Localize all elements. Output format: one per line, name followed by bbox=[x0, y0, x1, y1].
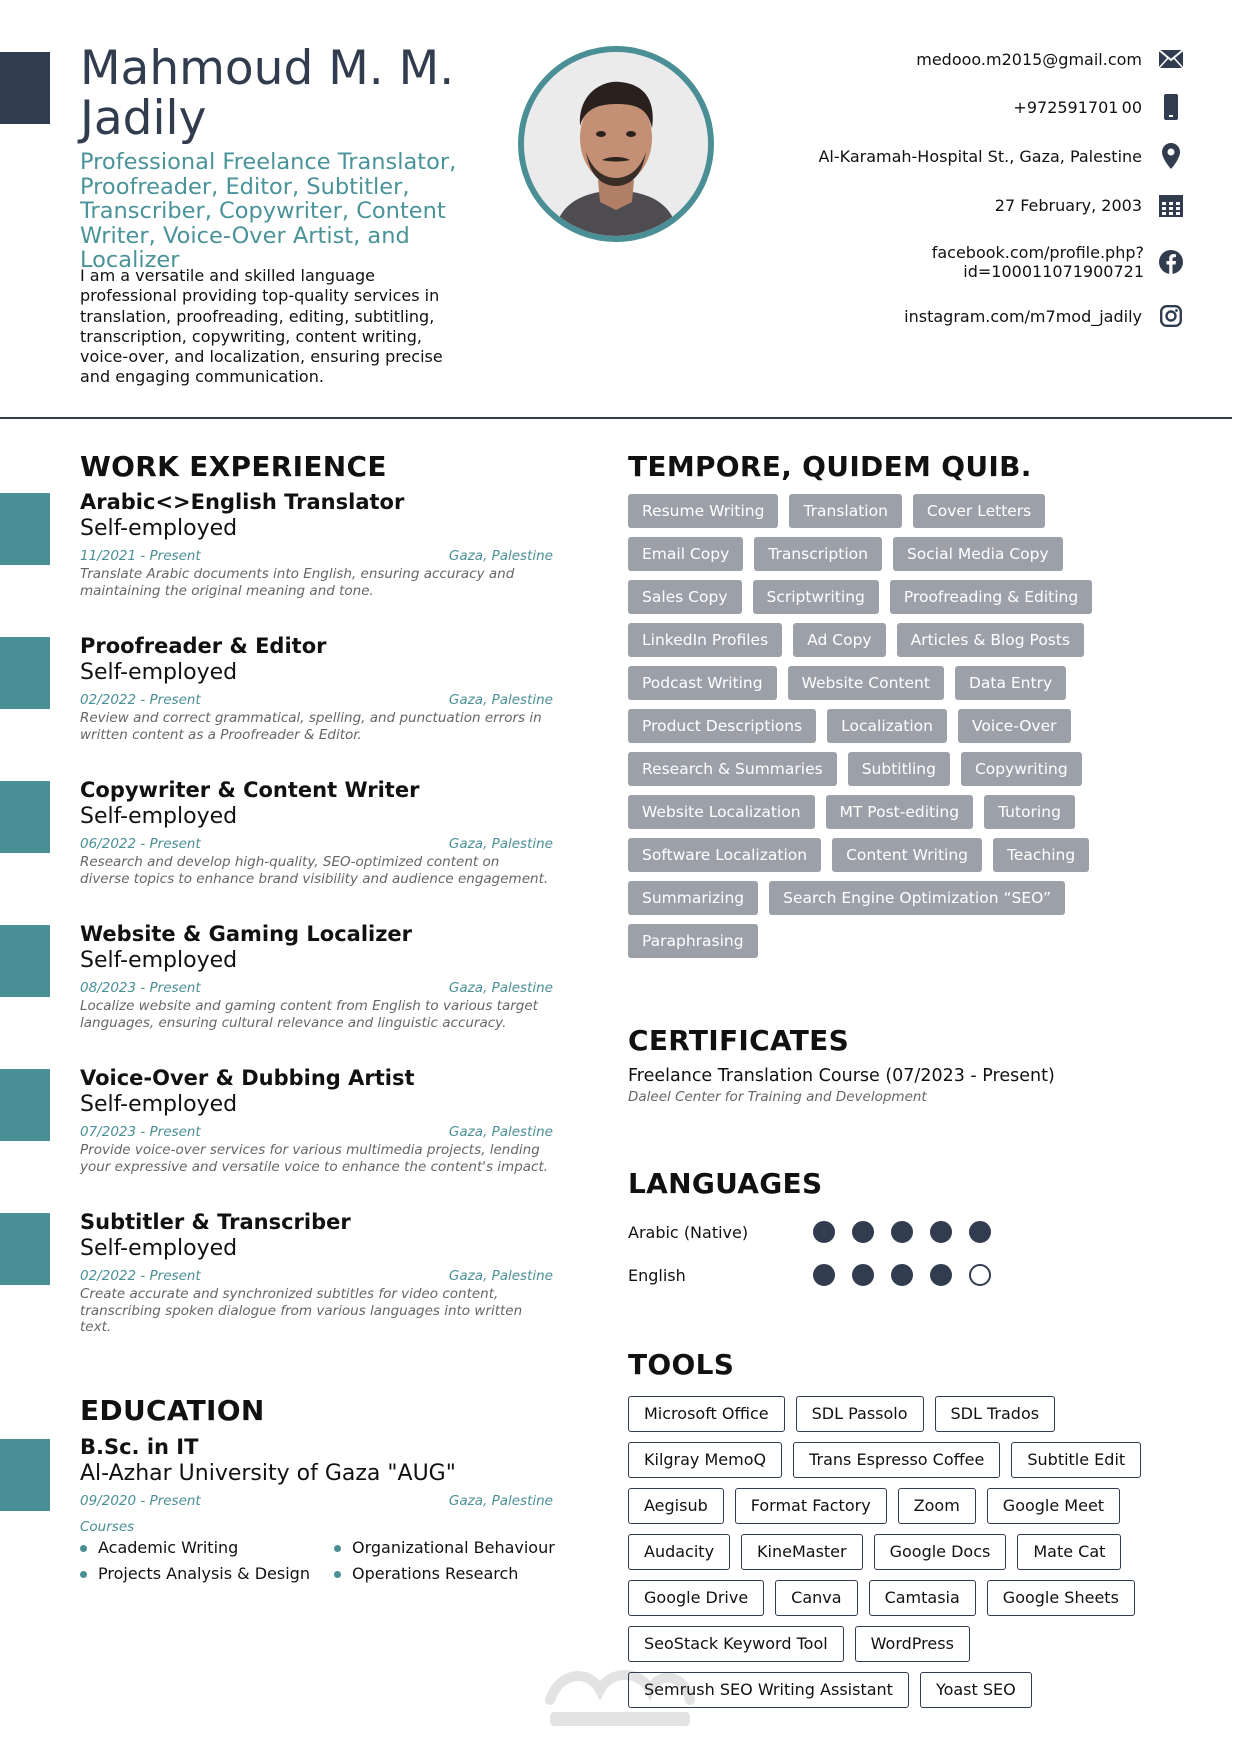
tool-tag: Google Meet bbox=[987, 1488, 1120, 1524]
skill-tag: Transcription bbox=[754, 537, 882, 571]
bullet-icon bbox=[334, 1545, 341, 1552]
filled-dot-icon bbox=[813, 1264, 835, 1286]
tool-tag: Kilgray MemoQ bbox=[628, 1442, 782, 1478]
education-location: Gaza, Palestine bbox=[448, 1493, 553, 1509]
skill-tag: Resume Writing bbox=[628, 494, 778, 528]
job-description: Localize website and gaming content from English to various target languages, ensuring cultural relevance and linguistic accuracy. bbox=[80, 998, 538, 1031]
skill-tag: Email Copy bbox=[628, 537, 743, 571]
instagram-icon bbox=[1158, 303, 1184, 329]
certificates-heading: CERTIFICATES bbox=[628, 1024, 850, 1057]
language-row bbox=[628, 1264, 1008, 1286]
tool-tag: KineMaster bbox=[741, 1534, 863, 1570]
candidate-name: Mahmoud M. M. Jadily bbox=[80, 41, 455, 146]
empty-dot-icon bbox=[969, 1264, 991, 1286]
skill-tag: Sales Copy bbox=[628, 580, 742, 614]
job-company: Self-employed bbox=[80, 1092, 238, 1117]
skill-tag: Cover Letters bbox=[913, 494, 1045, 528]
course-item: Organizational Behaviour bbox=[334, 1538, 560, 1558]
job-company: Self-employed bbox=[80, 804, 238, 829]
job-description: Provide voice-over services for various multimedia projects, lending your expressive and versatile voice to enhance the content's impact. bbox=[80, 1142, 549, 1175]
job-date: 02/2022 - Present bbox=[80, 692, 201, 708]
contact-email[interactable]: medooo.m2015@gmail.com bbox=[916, 46, 1184, 72]
tool-tag: Microsoft Office bbox=[628, 1396, 785, 1432]
skill-tag: Ad Copy bbox=[793, 623, 885, 657]
skill-tag: Tutoring bbox=[984, 795, 1075, 829]
education-date: 09/2020 - Present bbox=[80, 1493, 201, 1509]
skill-tag: Proofreading & Editing bbox=[890, 580, 1092, 614]
tool-tag: Mate Cat bbox=[1017, 1534, 1121, 1570]
job-entry bbox=[80, 921, 553, 1031]
skill-tag: Podcast Writing bbox=[628, 666, 777, 700]
job-accent-bar bbox=[0, 1213, 50, 1285]
tool-tag: Google Sheets bbox=[987, 1580, 1135, 1616]
skill-tag: Copywriting bbox=[961, 752, 1082, 786]
filled-dot-icon bbox=[891, 1221, 913, 1243]
tool-tag: Zoom bbox=[898, 1488, 976, 1524]
skill-tag: Subtitling bbox=[848, 752, 950, 786]
education-heading: EDUCATION bbox=[80, 1394, 265, 1427]
filled-dot-icon bbox=[852, 1264, 874, 1286]
watermark-logo bbox=[540, 1640, 700, 1740]
certificate-name: Freelance Translation Course (07/2023 - Present) bbox=[628, 1066, 1055, 1086]
skill-tag: Search Engine Optimization “SEO” bbox=[769, 881, 1065, 915]
filled-dot-icon bbox=[930, 1221, 952, 1243]
language-level bbox=[813, 1221, 1008, 1243]
job-location: Gaza, Palestine bbox=[448, 548, 553, 564]
header-accent-bar bbox=[0, 52, 50, 124]
skill-tag: Website Localization bbox=[628, 795, 815, 829]
avatar bbox=[524, 52, 708, 236]
job-date: 07/2023 - Present bbox=[80, 1124, 201, 1140]
language-name: Arabic (Native) bbox=[628, 1222, 749, 1242]
education-accent-bar bbox=[0, 1439, 50, 1511]
job-description: Translate Arabic documents into English, ensuring accuracy and maintaining the original meaning and tone. bbox=[80, 566, 515, 599]
course-list bbox=[80, 1538, 560, 1584]
contact-birthday: 27 February, 2003 bbox=[995, 192, 1184, 218]
skill-tag: Summarizing bbox=[628, 881, 758, 915]
skill-tag: Voice-Over bbox=[958, 709, 1071, 743]
filled-dot-icon bbox=[969, 1221, 991, 1243]
courses-label: Courses bbox=[80, 1519, 135, 1535]
tool-tag: Canva bbox=[775, 1580, 857, 1616]
language-level bbox=[813, 1264, 1008, 1286]
job-entry bbox=[80, 777, 553, 887]
job-accent-bar bbox=[0, 1069, 50, 1141]
job-accent-bar bbox=[0, 781, 50, 853]
skill-tag: Articles & Blog Posts bbox=[897, 623, 1084, 657]
tool-tag: Trans Espresso Coffee bbox=[793, 1442, 1000, 1478]
skill-tag: MT Post-editing bbox=[826, 795, 974, 829]
language-row bbox=[628, 1221, 1008, 1243]
certificate-issuer: Daleel Center for Training and Development bbox=[628, 1089, 927, 1105]
tool-tags bbox=[628, 1396, 1148, 1718]
skill-tag: Translation bbox=[789, 494, 901, 528]
skill-tag: Content Writing bbox=[832, 838, 982, 872]
skills-heading: TEMPORE, QUIDEM QUIB. bbox=[628, 450, 1032, 483]
facebook-icon bbox=[1158, 249, 1184, 275]
job-date: 11/2021 - Present bbox=[80, 548, 201, 564]
job-description: Review and correct grammatical, spelling, and punctuation errors in written content as a Proofreader & Editor. bbox=[80, 710, 542, 743]
contact-phone[interactable]: +972591701 00 bbox=[1013, 94, 1184, 120]
location-icon bbox=[1158, 143, 1184, 169]
job-title: Proofreader & Editor bbox=[80, 634, 327, 658]
tool-tag: SDL Passolo bbox=[796, 1396, 924, 1432]
job-location: Gaza, Palestine bbox=[448, 1268, 553, 1284]
header-divider bbox=[0, 417, 1232, 419]
job-description: Create accurate and synchronized subtitles for video content, transcribing spoken dialogue from various languages into written text. bbox=[80, 1286, 523, 1335]
tool-tag: Camtasia bbox=[869, 1580, 976, 1616]
tool-tag: Google Docs bbox=[874, 1534, 1007, 1570]
job-title: Arabic<>English Translator bbox=[80, 490, 405, 514]
job-title: Subtitler & Transcriber bbox=[80, 1210, 351, 1234]
tool-tag: Subtitle Edit bbox=[1011, 1442, 1141, 1478]
job-title: Website & Gaming Localizer bbox=[80, 922, 413, 946]
job-date: 06/2022 - Present bbox=[80, 836, 201, 852]
skill-tag: Data Entry bbox=[955, 666, 1066, 700]
job-location: Gaza, Palestine bbox=[448, 980, 553, 996]
email-icon bbox=[1158, 46, 1184, 72]
tool-tag: WordPress bbox=[855, 1626, 970, 1662]
degree: B.Sc. in IT bbox=[80, 1435, 199, 1459]
job-description: Research and develop high-quality, SEO-optimized content on diverse topics to enhance brand visibility and audience engagement. bbox=[80, 854, 549, 887]
skill-tag: Scriptwriting bbox=[753, 580, 879, 614]
calendar-icon bbox=[1158, 192, 1184, 218]
job-entry bbox=[80, 633, 553, 743]
job-location: Gaza, Palestine bbox=[448, 836, 553, 852]
job-entry bbox=[80, 1209, 553, 1336]
contact-facebook[interactable]: facebook.com/profile.php? id=100011071900721 bbox=[932, 243, 1184, 281]
tools-heading: TOOLS bbox=[628, 1348, 735, 1381]
skill-tag: Research & Summaries bbox=[628, 752, 837, 786]
skill-tag: Localization bbox=[827, 709, 947, 743]
phone-icon bbox=[1158, 94, 1184, 120]
bullet-icon bbox=[80, 1571, 87, 1578]
job-title: Voice-Over & Dubbing Artist bbox=[80, 1066, 415, 1090]
tool-tag: Google Drive bbox=[628, 1580, 764, 1616]
skill-tag: Product Descriptions bbox=[628, 709, 816, 743]
job-date: 08/2023 - Present bbox=[80, 980, 201, 996]
course-item: Academic Writing bbox=[80, 1538, 334, 1558]
tool-tag: SDL Trados bbox=[935, 1396, 1056, 1432]
tool-tag: Yoast SEO bbox=[920, 1672, 1032, 1708]
filled-dot-icon bbox=[930, 1264, 952, 1286]
job-company: Self-employed bbox=[80, 660, 238, 685]
skill-tag: Teaching bbox=[993, 838, 1089, 872]
bullet-icon bbox=[80, 1545, 87, 1552]
contact-instagram[interactable]: instagram.com/m7mod_jadily bbox=[904, 303, 1184, 329]
professional-title: Professional Freelance Translator, Proofreader, Editor, Subtitler, Transcriber, Copywriter, Content Writer, Voice-Over Artist, and Localizer bbox=[80, 149, 457, 273]
profile-photo bbox=[518, 46, 714, 242]
skill-tag: Paraphrasing bbox=[628, 924, 758, 958]
skill-tag: Website Content bbox=[788, 666, 944, 700]
filled-dot-icon bbox=[813, 1221, 835, 1243]
job-title: Copywriter & Content Writer bbox=[80, 778, 420, 802]
job-accent-bar bbox=[0, 637, 50, 709]
profile-summary: I am a versatile and skilled language professional providing top-quality services in translation, proofreading, editing, subtitling, transcription, copywriting, content writing, voice-over, and localization, ensuring precise and engaging communication. bbox=[80, 266, 443, 387]
tool-tag: Semrush SEO Writing Assistant bbox=[628, 1672, 909, 1708]
language-name: English bbox=[628, 1265, 686, 1285]
job-entry bbox=[80, 489, 553, 599]
contact-address: Al-Karamah-Hospital St., Gaza, Palestine bbox=[818, 143, 1184, 169]
bullet-icon bbox=[334, 1571, 341, 1578]
job-accent-bar bbox=[0, 925, 50, 997]
job-date: 02/2022 - Present bbox=[80, 1268, 201, 1284]
job-company: Self-employed bbox=[80, 948, 238, 973]
tool-tag: Audacity bbox=[628, 1534, 730, 1570]
course-item: Operations Research bbox=[334, 1564, 560, 1584]
skill-tags bbox=[628, 494, 1118, 967]
job-company: Self-employed bbox=[80, 1236, 238, 1261]
school: Al-Azhar University of Gaza "AUG" bbox=[80, 1461, 456, 1486]
job-company: Self-employed bbox=[80, 516, 238, 541]
tool-tag: SeoStack Keyword Tool bbox=[628, 1626, 844, 1662]
education-entry bbox=[80, 1434, 553, 1510]
skill-tag: Social Media Copy bbox=[893, 537, 1063, 571]
course-item: Projects Analysis & Design bbox=[80, 1564, 334, 1584]
filled-dot-icon bbox=[891, 1264, 913, 1286]
filled-dot-icon bbox=[852, 1221, 874, 1243]
skill-tag: Software Localization bbox=[628, 838, 821, 872]
tool-tag: Aegisub bbox=[628, 1488, 724, 1524]
job-location: Gaza, Palestine bbox=[448, 1124, 553, 1140]
skill-tag: LinkedIn Profiles bbox=[628, 623, 782, 657]
job-location: Gaza, Palestine bbox=[448, 692, 553, 708]
tool-tag: Format Factory bbox=[735, 1488, 887, 1524]
work-experience-heading: WORK EXPERIENCE bbox=[80, 450, 387, 483]
languages-heading: LANGUAGES bbox=[628, 1167, 823, 1200]
job-accent-bar bbox=[0, 493, 50, 565]
job-entry bbox=[80, 1065, 553, 1175]
